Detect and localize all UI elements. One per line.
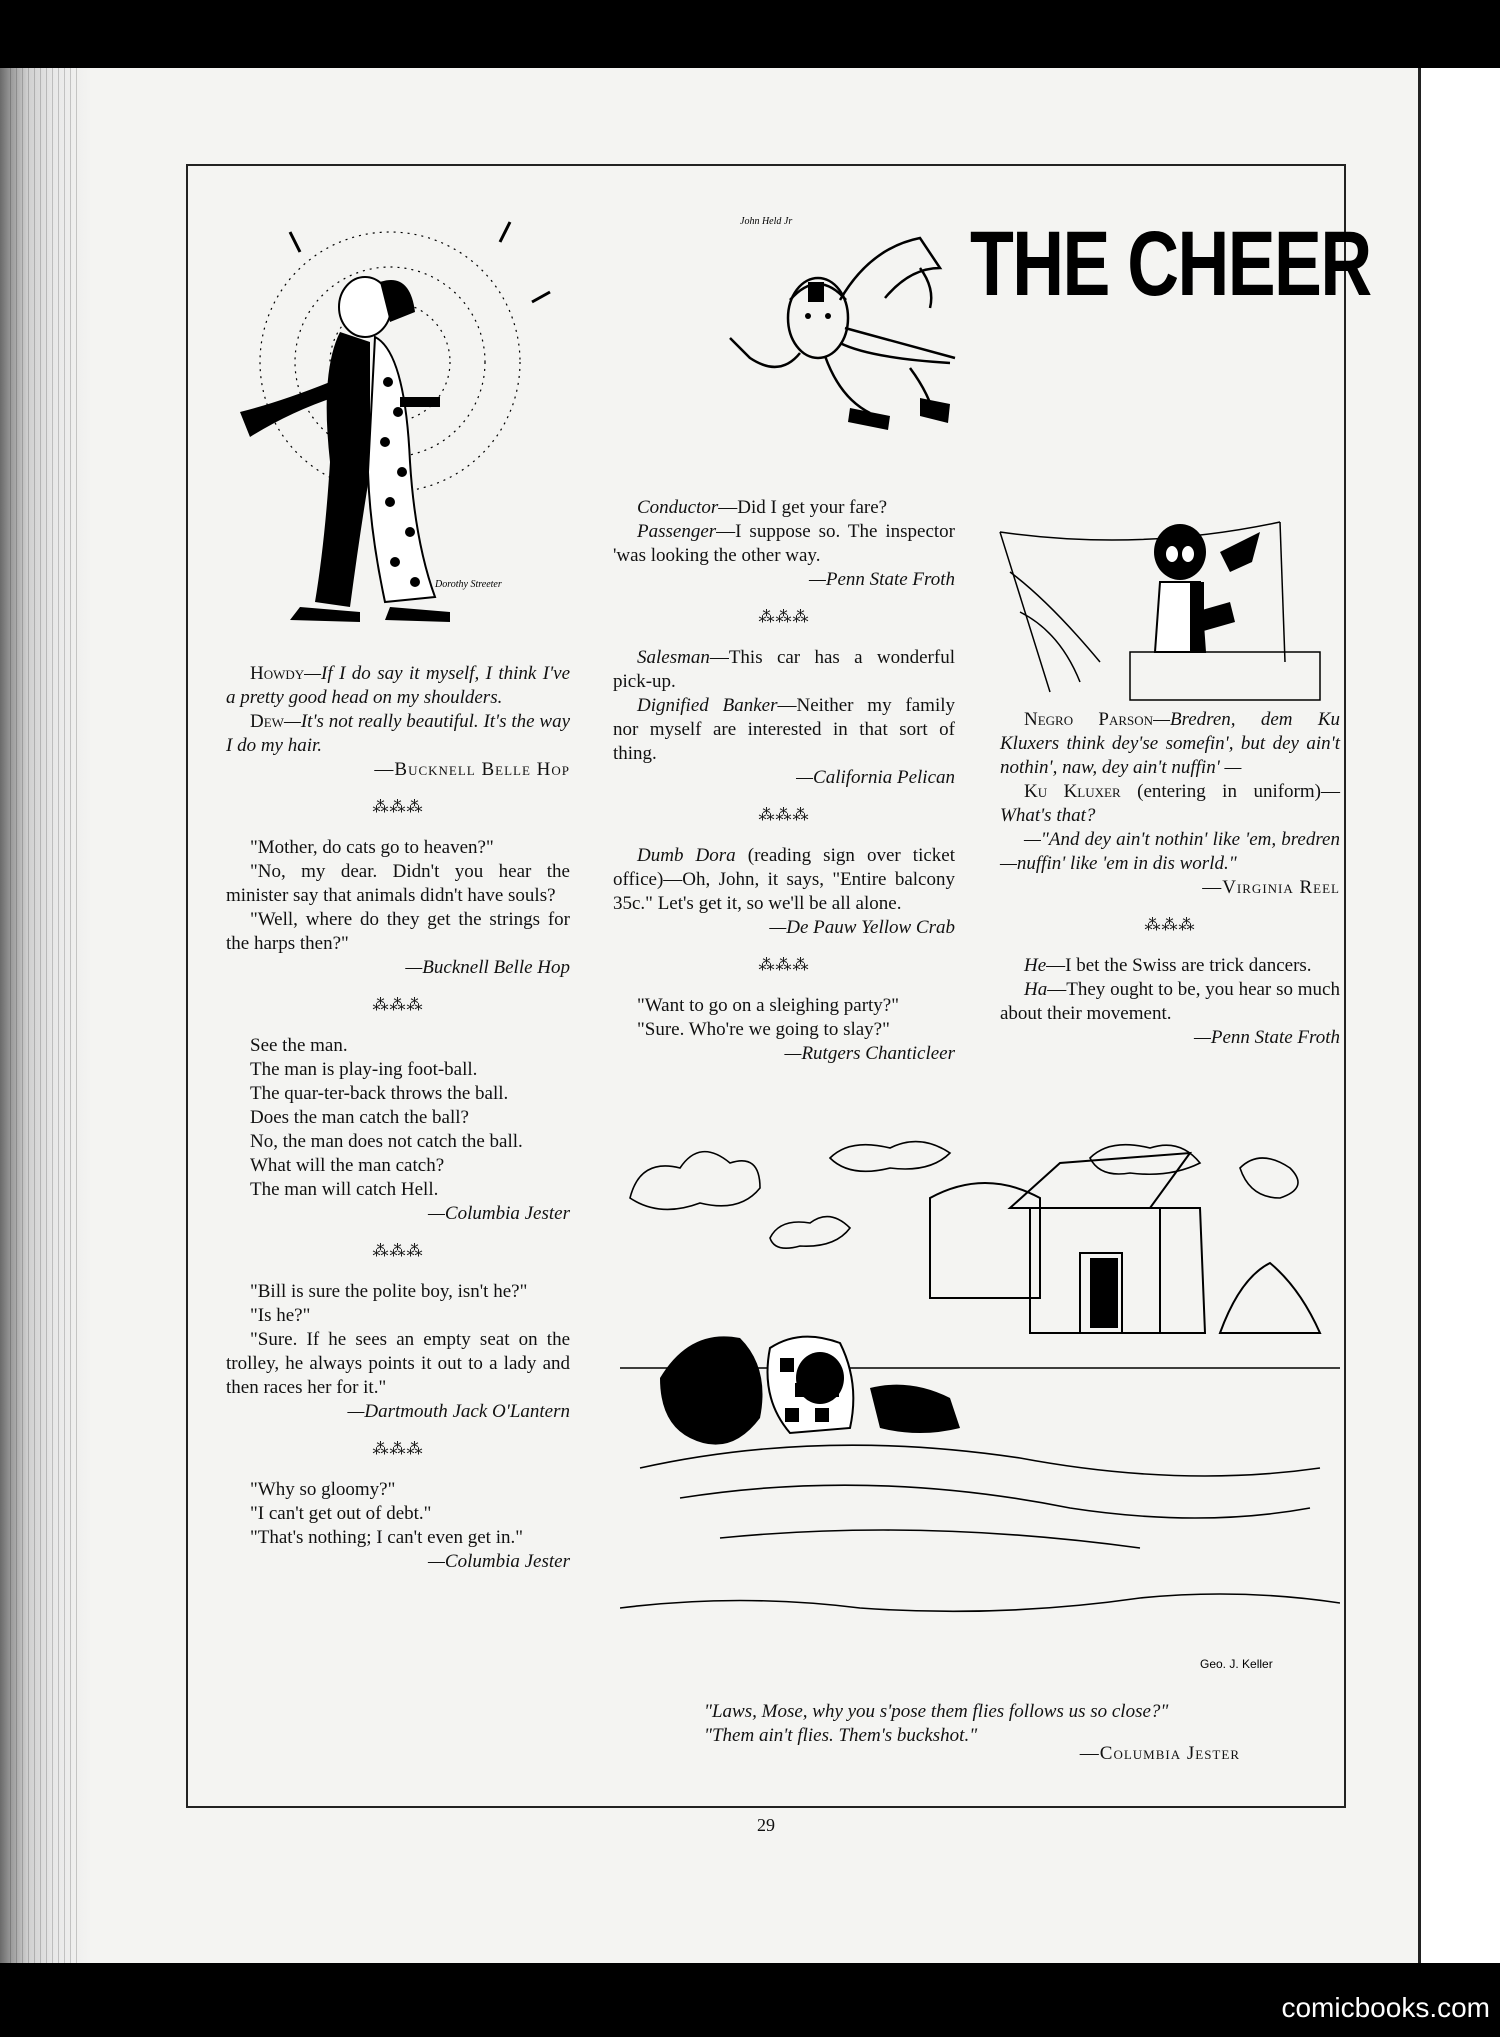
salesman-line-1: Salesman—This car has a wonderful pick-up. <box>613 647 955 692</box>
parson-line-2: Ku Kluxer (entering in uniform)—What's that? <box>1000 781 1340 826</box>
howdy-source: —Bucknell Belle Hop <box>374 759 570 780</box>
football-line: The man will catch Hell. <box>250 1179 439 1200</box>
gloomy-line-2: "I can't get out of debt." <box>250 1503 432 1524</box>
separator: ⁂⁂⁂ <box>372 1243 424 1260</box>
cartoon-source: —Columbia Jester <box>1079 1743 1240 1764</box>
cheerleader-illustration <box>720 208 980 448</box>
cartoon-caption <box>680 1700 1250 1748</box>
book-page-edges <box>10 68 80 1963</box>
conductor-line-1: Conductor—Did I get your fare? <box>637 497 888 518</box>
cats-source: —Bucknell Belle Hop <box>405 957 570 978</box>
parson-line-1: Negro Parson—Bredren, dem Ku Kluxers think dey'se somefin', but dey ain't nothin', naw, dey ain't nuffin' — <box>1000 709 1340 778</box>
gloomy-source: —Columbia Jester <box>428 1551 570 1572</box>
swiss-line-1: He—I bet the Swiss are trick dancers. <box>1024 955 1312 976</box>
caption-line-2: "Them ain't flies. Them's buckshot." <box>704 1725 978 1746</box>
next-page-edge <box>1418 68 1500 1963</box>
page-title: THE CHEER <box>970 213 1371 315</box>
cats-line-1: "Mother, do cats go to heaven?" <box>250 837 494 858</box>
site-watermark: comicbooks.com <box>1281 1992 1490 2023</box>
swiss-source: —Penn State Froth <box>1194 1027 1340 1048</box>
bill-source: —Dartmouth Jack O'Lantern <box>347 1401 570 1422</box>
artist-signature: Dorothy Streeter <box>435 579 502 590</box>
dora-line: Dumb Dora (reading sign over ticket office)—Oh, John, it says, "Entire balcony 35c." Let's get it, so we'll be all alone. <box>613 845 956 914</box>
football-line: Does the man catch the ball? <box>250 1107 469 1128</box>
swiss-line-2: Ha—They ought to be, you hear so much about their movement. <box>1000 979 1340 1024</box>
howdy-line-2: Dew—It's not really beautiful. It's the way I do my hair. <box>226 711 570 756</box>
page-number: 29 <box>757 1815 775 1835</box>
dancing-couple-illustration <box>220 212 560 642</box>
farm-chase-cartoon <box>620 1138 1340 1688</box>
howdy-line-1: Howdy—If I do say it myself, I think I've a pretty good head on my shoulders. <box>226 663 570 708</box>
left-column <box>226 662 570 1574</box>
football-source: —Columbia Jester <box>428 1203 570 1224</box>
separator: ⁂⁂⁂ <box>758 609 810 626</box>
sleigh-line-2: "Sure. Who're we going to slay?" <box>637 1019 890 1040</box>
conductor-line-2: Passenger—I suppose so. The inspector 'was looking the other way. <box>613 521 955 566</box>
sleigh-source: —Rutgers Chanticleer <box>784 1043 955 1064</box>
right-column <box>1000 708 1340 1050</box>
separator: ⁂⁂⁂ <box>372 799 424 816</box>
cats-line-2: "No, my dear. Didn't you hear the minister say that animals didn't have souls? <box>226 861 570 906</box>
parson-source: —Virginia Reel <box>1202 877 1340 898</box>
football-line: What will the man catch? <box>250 1155 445 1176</box>
parson-line-3: —"And dey ain't nothin' like 'em, bredren—nuffin' like 'em in dis world." <box>1000 829 1340 874</box>
separator: ⁂⁂⁂ <box>758 957 810 974</box>
illustrator-signature: John Held Jr <box>740 216 793 227</box>
gloomy-line-1: "Why so gloomy?" <box>250 1479 396 1500</box>
cats-line-3: "Well, where do they get the strings for the harps then?" <box>226 909 570 954</box>
parson-pulpit-illustration <box>990 512 1340 702</box>
cartoonist-signature: Geo. J. Keller <box>1200 1657 1273 1671</box>
dora-source: —De Pauw Yellow Crab <box>769 917 955 938</box>
middle-column <box>613 496 955 1066</box>
football-line: No, the man does not catch the ball. <box>250 1131 523 1152</box>
bill-line-2: "Is he?" <box>250 1305 311 1326</box>
separator: ⁂⁂⁂ <box>1144 917 1196 934</box>
football-line: The man is play-ing foot-ball. <box>250 1059 478 1080</box>
bill-line-1: "Bill is sure the polite boy, isn't he?" <box>250 1281 528 1302</box>
football-line: See the man. <box>250 1035 348 1056</box>
football-line: The quar-ter-back throws the ball. <box>250 1083 509 1104</box>
separator: ⁂⁂⁂ <box>758 807 810 824</box>
salesman-source: —California Pelican <box>796 767 955 788</box>
bill-line-3: "Sure. If he sees an empty seat on the trolley, he always points it out to a lady and then races her for it." <box>226 1329 570 1398</box>
gloomy-line-3: "That's nothing; I can't even get in." <box>250 1527 523 1548</box>
separator: ⁂⁂⁂ <box>372 1441 424 1458</box>
sleigh-line-1: "Want to go on a sleighing party?" <box>637 995 899 1016</box>
separator: ⁂⁂⁂ <box>372 997 424 1014</box>
caption-line-1: "Laws, Mose, why you s'pose them flies follows us so close?" <box>704 1701 1169 1722</box>
salesman-line-2: Dignified Banker—Neither my family nor myself are interested in that sort of thing. <box>613 695 955 764</box>
conductor-source: —Penn State Froth <box>809 569 955 590</box>
